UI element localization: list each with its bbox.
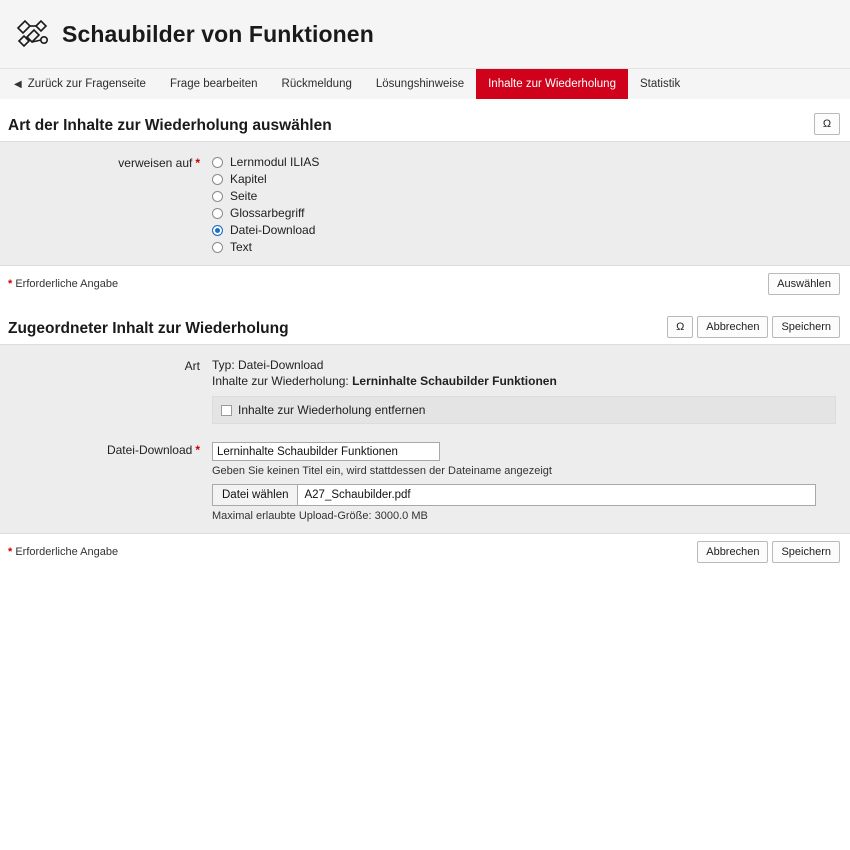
label-text: verweisen auf: [118, 156, 193, 170]
choose-file-button[interactable]: Datei wählen: [212, 484, 297, 506]
cancel-button-top[interactable]: Abbrechen: [697, 316, 768, 338]
field-label-datei-download: [0, 442, 212, 457]
tab-statistics[interactable]: [628, 69, 692, 99]
section-header-actions: [814, 113, 840, 135]
section2-footer-actions: [697, 541, 840, 563]
label-text: Art: [184, 359, 200, 373]
tab-label: Lösungshinweise: [375, 78, 465, 90]
datei-download-fields: [212, 442, 850, 522]
radio-option-lernmodul[interactable]: [212, 155, 836, 169]
tab-label: Rückmeldung: [281, 78, 352, 90]
required-note: [8, 546, 118, 558]
radio-icon[interactable]: [212, 208, 223, 219]
radio-option-kapitel[interactable]: [212, 172, 836, 186]
radio-option-text[interactable]: [212, 240, 836, 254]
art-info: [212, 358, 850, 424]
required-note-text: Erforderliche Angabe: [15, 546, 119, 558]
file-upload-row: [212, 484, 816, 506]
tab-edit-question[interactable]: [158, 69, 270, 99]
art-content-prefix: Inhalte zur Wiederholung:: [212, 374, 349, 388]
radio-option-datei-download[interactable]: [212, 223, 836, 237]
tab-repetition-content[interactable]: [476, 69, 628, 99]
assigned-content-form: [0, 345, 850, 533]
form-row-reference-to: [0, 154, 850, 255]
radio-option-glossarbegriff[interactable]: [212, 206, 836, 220]
field-label-art: [0, 358, 212, 373]
tab-label: Statistik: [639, 78, 681, 90]
form-row-art: [0, 357, 850, 425]
radio-icon-selected[interactable]: [212, 225, 223, 236]
radio-group-reference-to: [212, 155, 850, 254]
section-header-actions: [667, 316, 840, 338]
special-characters-button[interactable]: Ω: [814, 113, 840, 135]
field-label-reference-to: [0, 155, 212, 170]
cancel-button-bottom[interactable]: Abbrechen: [697, 541, 768, 563]
art-type-line: Typ: Datei-Download: [212, 358, 324, 372]
label-text: Datei-Download: [106, 443, 193, 457]
radio-icon[interactable]: [212, 191, 223, 202]
tab-label: Zurück zur Fragenseite: [27, 78, 146, 90]
select-button[interactable]: Auswählen: [768, 273, 840, 295]
chosen-file-name: A27_Schaubilder.pdf: [297, 484, 816, 506]
required-marker: *: [195, 156, 200, 170]
radio-icon[interactable]: [212, 174, 223, 185]
tab-back-to-question[interactable]: [10, 69, 158, 99]
puzzle-piece-icon: [14, 16, 50, 52]
section-title: Zugeordneter Inhalt zur Wiederholung: [8, 320, 289, 337]
section1-footer: [0, 265, 850, 302]
art-content-line: [212, 374, 836, 388]
checkbox-icon[interactable]: [221, 405, 232, 416]
save-button-bottom[interactable]: Speichern: [772, 541, 840, 563]
remove-content-label: Inhalte zur Wiederholung entfernen: [238, 403, 426, 417]
tab-solution-hints[interactable]: [364, 69, 476, 99]
radio-label: Glossarbegriff: [230, 206, 305, 220]
radio-label: Datei-Download: [230, 223, 316, 237]
tab-feedback[interactable]: [270, 69, 364, 99]
radio-option-seite[interactable]: [212, 189, 836, 203]
special-characters-button[interactable]: Ω: [667, 316, 693, 338]
title-input[interactable]: [212, 442, 440, 461]
chevron-left-icon: ◀: [14, 78, 22, 90]
section-assigned-content-header: [0, 302, 850, 345]
radio-label: Seite: [230, 189, 258, 203]
radio-label: Lernmodul ILIAS: [230, 155, 320, 169]
radio-icon[interactable]: [212, 242, 223, 253]
select-type-form: [0, 142, 850, 265]
tab-label: Frage bearbeiten: [169, 78, 258, 90]
radio-label: Text: [230, 240, 253, 254]
section-title: Art der Inhalte zur Wiederholung auswählen: [8, 117, 332, 134]
art-content-value: Lerninhalte Schaubilder Funktionen: [352, 374, 557, 388]
required-marker: *: [8, 278, 13, 290]
tab-bar: [0, 68, 850, 99]
max-upload-size-hint: Maximal erlaubte Upload-Größe: 3000.0 MB: [212, 510, 428, 522]
required-note: [8, 278, 118, 290]
section2-footer: [0, 533, 850, 570]
save-button-top[interactable]: Speichern: [772, 316, 840, 338]
required-note-text: Erforderliche Angabe: [15, 278, 119, 290]
required-marker: *: [8, 546, 13, 558]
title-hint: Geben Sie keinen Titel ein, wird stattdessen der Dateiname angezeigt: [212, 465, 552, 477]
page-header: [0, 0, 850, 68]
form-row-datei-download: [0, 441, 850, 523]
section-select-type-header: [0, 99, 850, 142]
page-title: Schaubilder von Funktionen: [62, 20, 374, 47]
required-marker: *: [195, 443, 200, 457]
radio-icon[interactable]: [212, 157, 223, 168]
remove-content-row[interactable]: [212, 396, 836, 424]
tab-label: Inhalte zur Wiederholung: [488, 78, 616, 90]
radio-label: Kapitel: [230, 172, 267, 186]
